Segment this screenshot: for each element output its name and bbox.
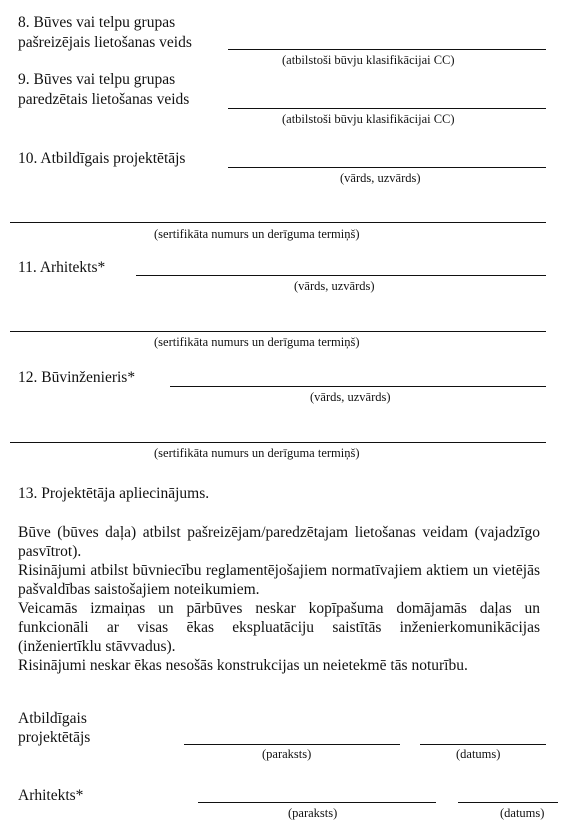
s13-paragraph-2: Risinājumi atbilst būvniecību reglamentējošajiem normatīvajiem aktiem un vietējās pašvaldības saistošajiem noteikumiem. bbox=[18, 562, 540, 598]
s10-name-line[interactable] bbox=[228, 167, 546, 168]
s8-label-line2: pašreizējais lietošanas veids bbox=[18, 34, 192, 51]
s13-title: 13. Projektētāja apliecinājums. bbox=[18, 485, 210, 502]
s9-label-line2: paredzētais lietošanas veids bbox=[18, 91, 190, 108]
s12-caption-name: (vārds, uzvārds) bbox=[310, 390, 391, 404]
s12-name-line[interactable] bbox=[170, 386, 546, 387]
sig2-caption-date: (datums) bbox=[500, 806, 545, 820]
s13-paragraph-3: Veicamās izmaiņas un pārbūves neskar kopīpašuma domājamās daļas un funkcionāli ar visas ēkas ekspluatāciju saistītās inženierkomunikācijas (inženiertīklu stāvvadus). bbox=[18, 600, 540, 655]
s8-label-line1: 8. Būves vai telpu grupas bbox=[18, 14, 176, 31]
s12-cert-line[interactable] bbox=[10, 442, 546, 443]
s10-caption-name: (vārds, uzvārds) bbox=[340, 171, 421, 185]
sig1-caption-sign: (paraksts) bbox=[262, 747, 312, 761]
s13-statement bbox=[18, 523, 540, 675]
s13-paragraph-1: Būve (būves daļa) atbilst pašreizējam/paredzētajam lietošanas veidam (vajadzīgo pasvītrot). bbox=[18, 524, 540, 560]
sig1-label-line2: projektētājs bbox=[18, 729, 91, 746]
sig2-label: Arhitekts* bbox=[18, 787, 84, 804]
s11-cert-line[interactable] bbox=[10, 331, 546, 332]
s13-paragraph-4: Risinājumi neskar ēkas nesošās konstrukcijas un neietekmē tās noturību. bbox=[18, 657, 468, 674]
s11-caption-cert: (sertifikāta numurs un derīguma termiņš) bbox=[154, 335, 360, 349]
s12-label: 12. Būvinženieris* bbox=[18, 369, 136, 386]
s8-caption: (atbilstoši būvju klasifikācijai CC) bbox=[282, 53, 455, 67]
s9-label-line1: 9. Būves vai telpu grupas bbox=[18, 71, 176, 88]
s10-cert-line[interactable] bbox=[10, 222, 546, 223]
sig1-caption-date: (datums) bbox=[456, 747, 501, 761]
s8-field-line[interactable] bbox=[228, 49, 546, 50]
sig1-date-line[interactable] bbox=[420, 744, 546, 745]
sig1-label-line1: Atbildīgais bbox=[18, 710, 87, 727]
s11-caption-name: (vārds, uzvārds) bbox=[294, 279, 375, 293]
sig2-caption-sign: (paraksts) bbox=[288, 806, 338, 820]
s11-label: 11. Arhitekts* bbox=[18, 259, 106, 276]
s11-name-line[interactable] bbox=[136, 275, 546, 276]
sig2-sign-line[interactable] bbox=[198, 802, 436, 803]
sig2-date-line[interactable] bbox=[458, 802, 558, 803]
s10-label: 10. Atbildīgais projektētājs bbox=[18, 150, 186, 167]
s9-field-line[interactable] bbox=[228, 108, 546, 109]
s10-caption-cert: (sertifikāta numurs un derīguma termiņš) bbox=[154, 227, 360, 241]
s12-caption-cert: (sertifikāta numurs un derīguma termiņš) bbox=[154, 446, 360, 460]
sig1-sign-line[interactable] bbox=[184, 744, 400, 745]
s9-caption: (atbilstoši būvju klasifikācijai CC) bbox=[282, 112, 455, 126]
